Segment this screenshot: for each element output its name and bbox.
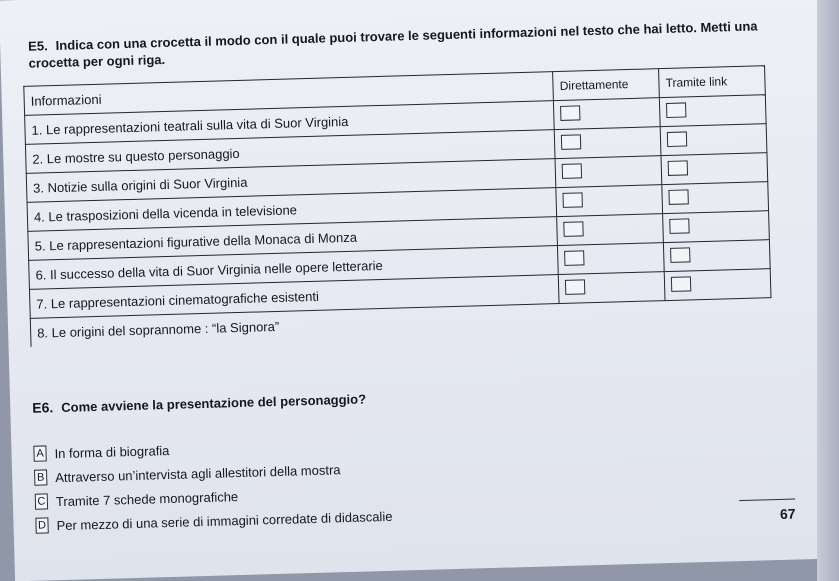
checkbox-tramite-link[interactable] [666,102,686,118]
row-label: 1. Le rappresentazioni teatrali sulla vita di Suor Virginia [25,101,555,145]
row-label: 2. Le mostre su questo personaggio [25,130,555,174]
option-letter: B [34,469,47,485]
checkbox-tramite-link[interactable] [671,276,691,292]
checkbox-direttamente[interactable] [564,250,584,266]
exercise-e5-text: Indica con una crocetta il modo con il quale puoi trovare le seguenti informazioni nel testo che hai letto. Metti una crocetta per ogni riga. [28,18,758,71]
checkbox-direttamente[interactable] [561,134,581,150]
row-label: 4. Le trasposizioni della vicenda in televisione [27,188,557,232]
page-edge [817,0,839,581]
option-c[interactable] [35,488,239,510]
row-label: 6. Il successo della vita di Suor Virginia nelle opere letterarie [29,246,559,290]
header-informazioni: Informazioni [24,72,554,116]
checkbox-direttamente[interactable] [565,279,585,295]
row-label: 5. Le rappresentazioni figurative della Monaca di Monza [28,217,558,261]
checkbox-tramite-link[interactable] [669,189,689,205]
row-label: 8. Le origini del soprannome : “la Signora” [30,304,560,347]
checkbox-tramite-link[interactable] [668,160,688,176]
exercise-e5-instruction [28,17,769,72]
information-table [23,65,772,347]
option-text: Tramite 7 schede monografiche [55,488,239,509]
checkbox-tramite-link[interactable] [670,247,690,263]
row-label: 3. Notizie sulla origini di Suor Virginia [26,159,556,203]
exercise-e5-number: E5. [27,38,48,54]
exercise-e6-text: Come avviene la presentazione del personaggio? [61,391,367,415]
page-number: 67 [739,499,796,524]
option-a[interactable] [33,442,169,462]
option-d[interactable] [35,508,392,534]
checkbox-tramite-link[interactable] [667,131,687,147]
option-letter: D [35,517,48,533]
option-b[interactable] [34,461,341,486]
option-letter: A [33,445,46,461]
checkbox-direttamente[interactable] [563,192,583,208]
checkbox-tramite-link[interactable] [669,218,689,234]
row-label: 7. Le rappresentazioni cinematografiche esistenti [29,275,559,319]
checkbox-direttamente[interactable] [560,105,580,121]
checkbox-direttamente[interactable] [564,221,584,237]
option-text: Per mezzo di una serie di immagini corredate di didascalie [56,508,393,533]
option-text: In forma di biografia [54,442,170,461]
exercise-e6-number: E6. [32,399,54,416]
exercise-e6-question [32,390,366,415]
option-text: Attraverso un’intervista agli allestitori della mostra [55,461,341,485]
option-letter: C [35,493,48,509]
header-direttamente: Direttamente [553,69,660,101]
checkbox-direttamente[interactable] [562,163,582,179]
header-tramite-link: Tramite link [659,66,766,98]
